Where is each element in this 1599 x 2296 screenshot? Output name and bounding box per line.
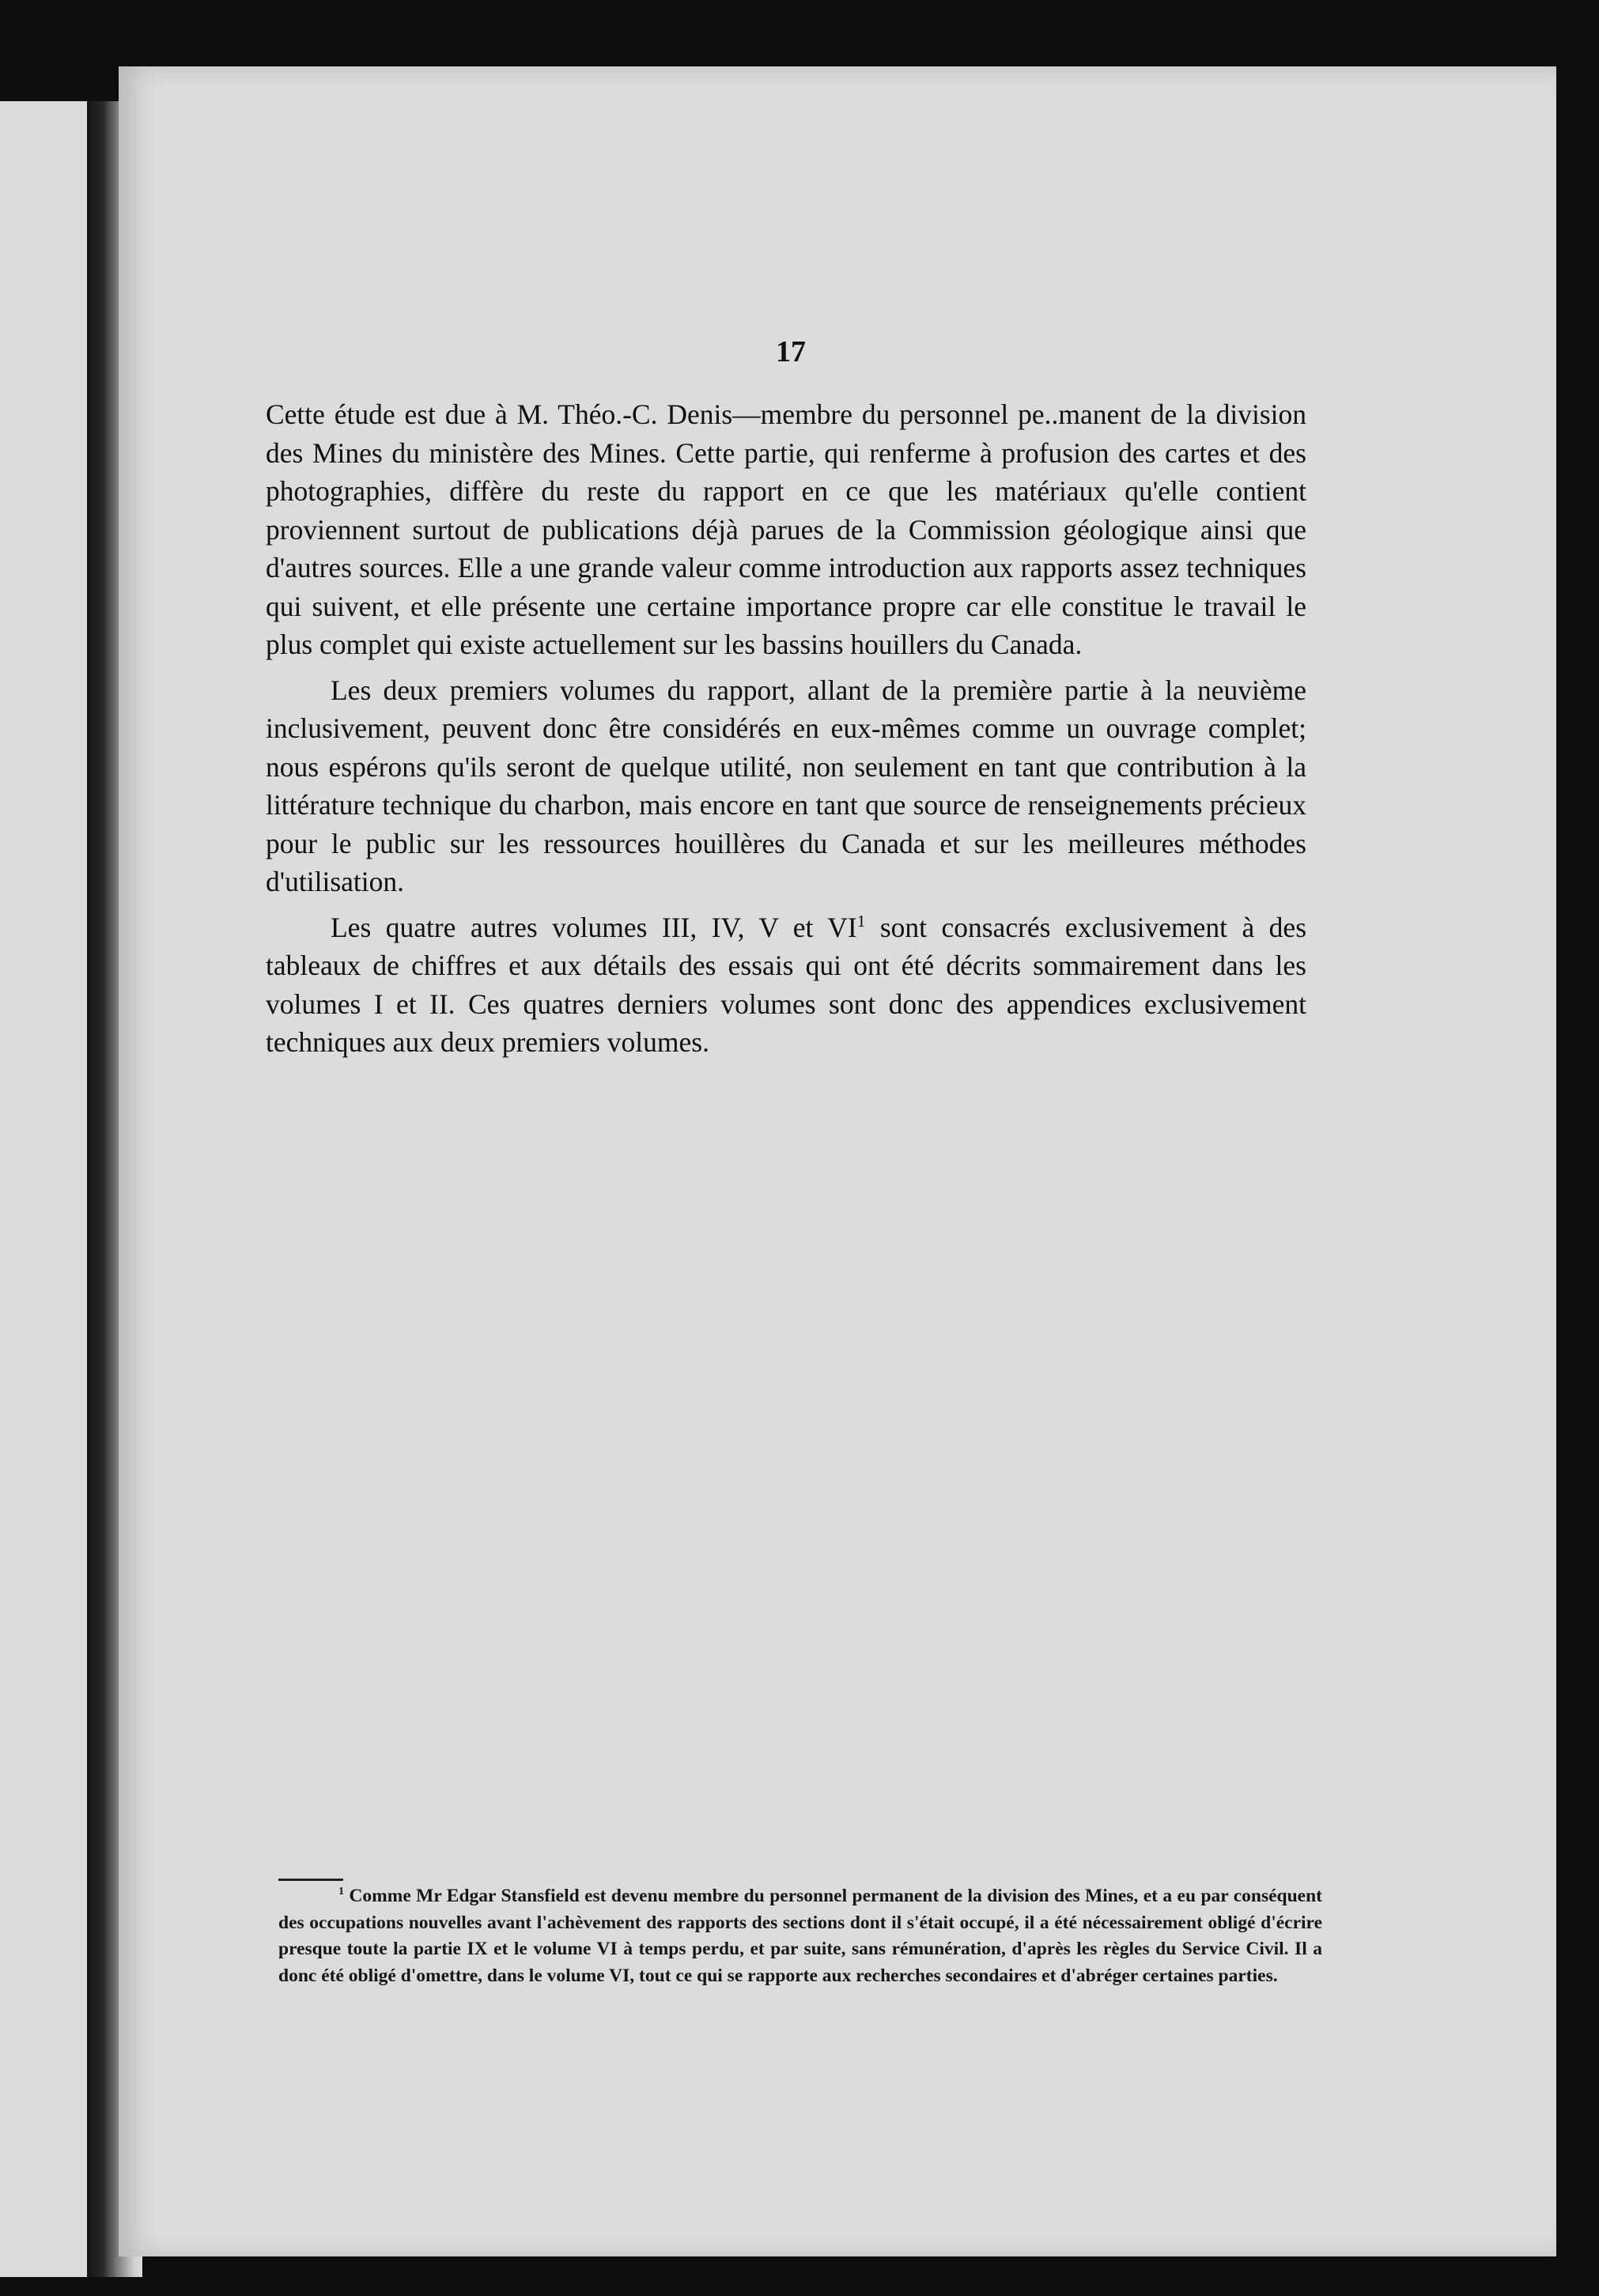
paragraph-3-text-start: Les quatre autres volumes III, IV, V et VI <box>331 911 857 943</box>
paragraph-1: Cette étude est due à M. Théo.-C. Denis—membre du personnel pe..manent de la division des Mines du ministère des Mines. Cette partie, qui renferme à profusion des cartes et des photographies, diffère du reste du rapport en ce que les matériaux qu'elle contient proviennent surtout de publications déjà parues de la Commission géologique ainsi que d'autres sources. Elle a une grande valeur comme introduction aux rapports assez techniques qui suivent, et elle présente une certaine importance propre car elle constitue le travail le plus complet qui existe actuellement sur les bassins houillers du Canada. <box>266 398 1306 660</box>
footnote-text: Comme Mr Edgar Stansfield est devenu membre du personnel permanent de la division des Mines, et a eu par conséquent des occupations nouvelles avant l'achèvement des rapports des sections dont il s'était occupé, il a été nécessairement obligé d'écrire presque toute la partie IX et le volume VI à temps perdu, et par suite, sans rémunération, d'après les règles du Service Civil. Il a donc été obligé d'omettre, dans le volume VI, tout ce qui se rapporte aux recherches secondaires et d'abréger certaines parties. <box>278 1886 1322 1986</box>
footnote-divider <box>278 1879 343 1881</box>
paragraph-3 <box>266 908 1306 1062</box>
page-number: 17 <box>776 335 806 368</box>
paragraph-3-text-end: sont consacrés exclusivement à des tableaux de chiffres et aux détails des essais qui ont été décrits sommairement dans les volumes I et II. Ces quatres derniers volumes sont donc des appendices exclusivement techniques aux deux premiers volumes. <box>266 911 1307 1058</box>
paragraph-2: Les deux premiers volumes du rapport, allant de la première partie à la neuvième inclusivement, peuvent donc être considérés en eux-mêmes comme un ouvrage complet; nous espérons qu'ils seront de quelque utilité, non seulement en tant que contribution à la littérature technique du charbon, mais encore en tant que source de renseignements précieux pour le public sur les ressources houillères du Canada et sur les meilleures méthodes d'utilisation. <box>266 674 1306 897</box>
body-text <box>266 395 1306 1069</box>
footnote <box>278 1883 1322 1989</box>
footnote-marker: 1 <box>338 1885 345 1898</box>
footnote-reference: 1 <box>856 911 866 931</box>
